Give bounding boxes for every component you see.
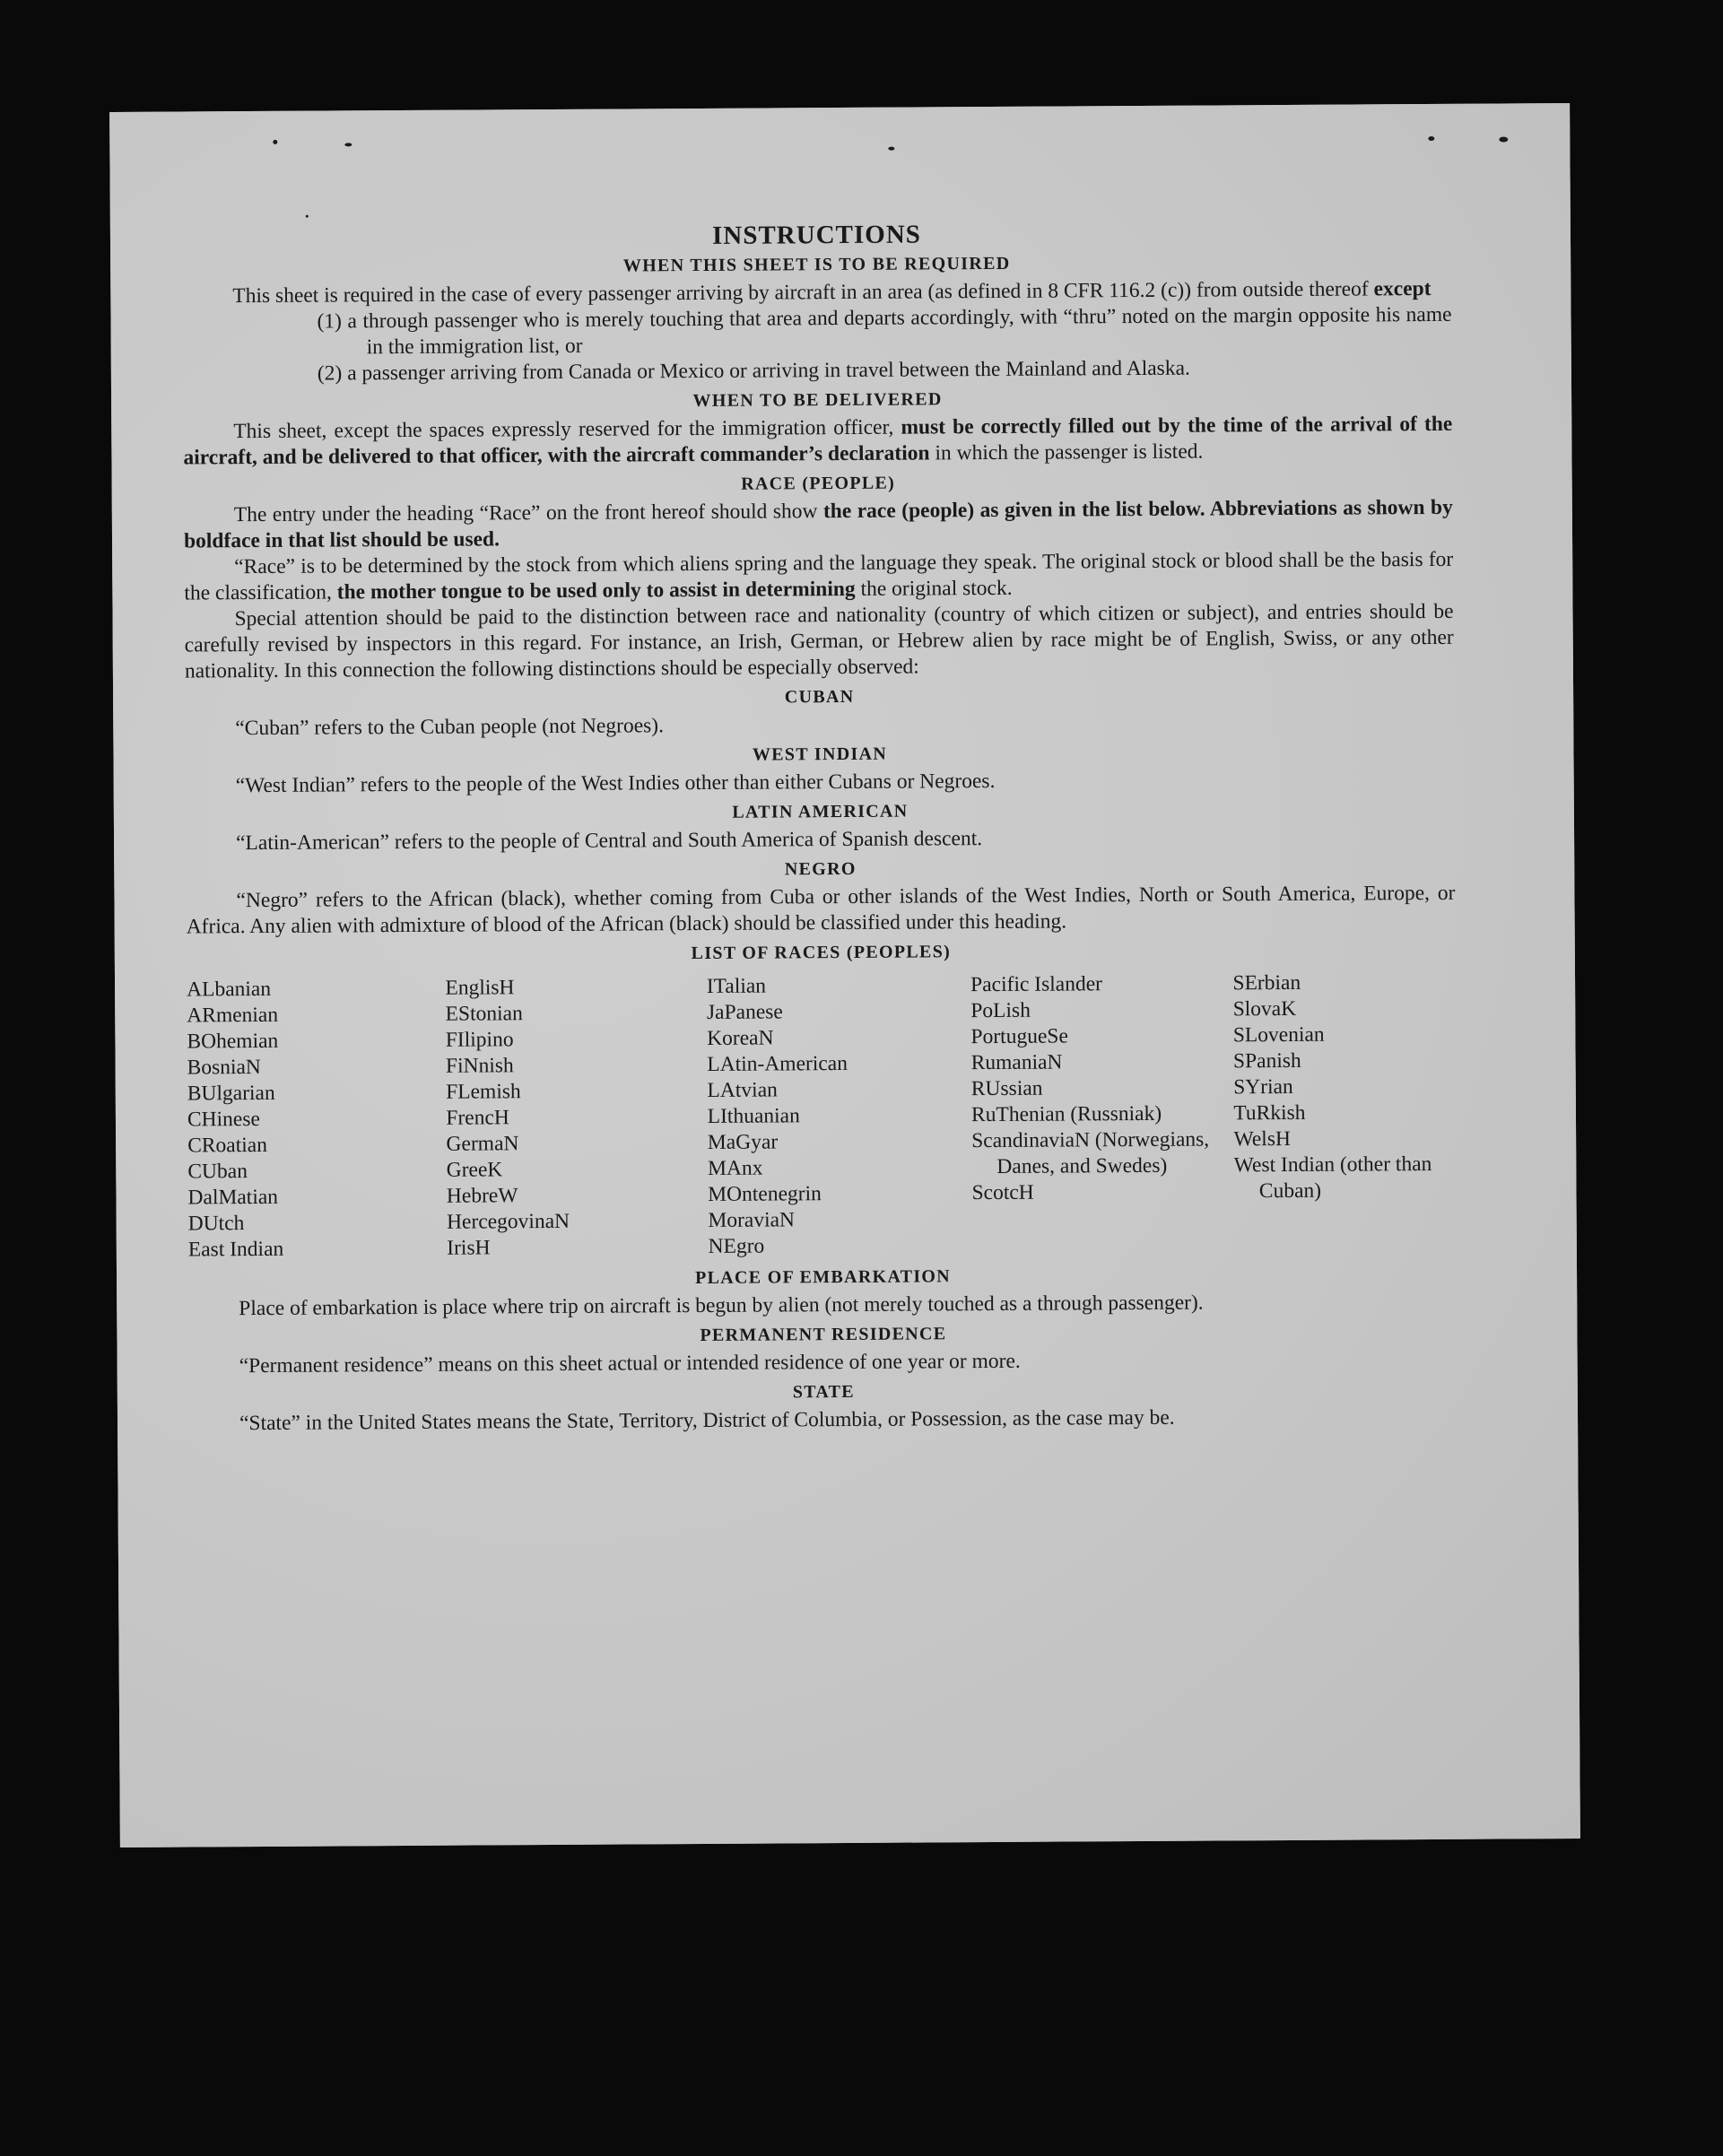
state-text: “State” in the United States means the State, Territory, District of Columbia, or Possession, as the case may be. [239,1405,1175,1436]
race-entry: FIlipino [445,1028,514,1052]
paper-speck [1428,136,1434,141]
race-p2-bold: the mother tongue to be used only to assist in determining [336,577,856,604]
race-entry: West Indian (other than Cuban) [1233,1152,1432,1204]
race-paragraph-1 [184,495,1453,555]
race-entry: JaPanese [706,1000,783,1024]
race-entry: MaGyar [707,1130,779,1154]
section-heading-latin-american: LATIN AMERICAN [732,801,909,822]
race-entry: RumaniaN [970,1050,1063,1075]
races-column-2 [445,974,708,1262]
race-entry: IrisH [447,1236,491,1260]
race-entry: ScandinaviaN (Norwegians, Danes, and Swedes) [971,1127,1210,1178]
paper-speck [1499,136,1508,142]
race-entry: EStonian [445,1002,523,1026]
delivered-text-end: in which the passenger is listed. [935,439,1204,465]
race-p2-text: “Race” is to be determined by the stock from which aliens spring and the language they speak. The original stock or blood shall be the basis for the classification, [184,547,1454,605]
race-entry: CRoatian [187,1133,268,1158]
race-entry: MoraviaN [708,1208,796,1232]
race-entry: SlovaK [1232,996,1297,1021]
race-entry: FiNnish [445,1054,514,1078]
west-indian-text: “West Indian” refers to the people of the West Indies other than either Cubans or Negroes. [235,769,996,798]
page-title: INSTRUCTIONS [711,220,921,250]
cuban-text: “Cuban” refers to the Cuban people (not Negroes). [235,714,665,741]
race-entry: GreeK [446,1158,503,1182]
race-entry: BOhemian [187,1029,279,1054]
race-p1-bold: the race (people) as given in the list below. Abbreviations as shown by boldface in that list should be used. [183,495,1453,553]
race-entry: KoreaN [707,1026,774,1050]
delivered-text: This sheet, except the spaces expressly reserved for the immigration officer, [233,415,894,444]
race-entry: ITalian [706,974,767,998]
paper-speck [344,143,352,146]
race-entry: HercegovinaN [446,1209,570,1234]
race-entry: LIthuanian [707,1104,800,1128]
race-entry: SErbian [1232,970,1301,995]
paper-speck [306,215,309,218]
race-entry: TuRkish [1233,1100,1306,1126]
race-entry: CHinese [187,1107,260,1132]
section-heading-state: STATE [792,1381,855,1403]
race-entry: DalMatian [187,1185,279,1210]
section-heading-races-list: LIST OF RACES (PEOPLES) [691,942,952,964]
race-entry: MOntenegrin [708,1182,822,1206]
latin-american-text: “Latin-American” refers to the people of Central and South America of Spanish descent. [236,827,983,856]
required-intro-text: This sheet is required in the case of every passenger arriving by aircraft in an area (as defined in 8 CFR 116.2 (c)) from outside thereof [232,277,1369,309]
race-entry: LAtvian [707,1078,778,1102]
race-entry: FLemish [446,1080,521,1104]
section-heading-embarkation: PLACE OF EMBARKATION [695,1266,952,1289]
race-entry: ScotcH [971,1180,1034,1205]
race-entry: SYrian [1233,1074,1293,1100]
race-entry: SPanish [1232,1048,1301,1074]
race-entry: BUlgarian [187,1081,275,1106]
race-paragraph-3: Special attention should be paid to the distinction between race and nationality (country of which citizen or subject), and entries should be carefully revised by inspectors in this regard. For instance, an Irish, German, or Hebrew alien by race might be of English, Swiss, or any other nationality. In this connection the following distinctions should be especially observed: [184,599,1454,683]
delivered-paragraph [183,412,1452,472]
race-entry: SLovenian [1232,1022,1325,1048]
section-heading-west-indian: WEST INDIAN [752,743,888,765]
races-column-5 [1232,969,1458,1257]
race-entry: ARmenian [187,1003,279,1028]
race-entry: EnglisH [445,976,515,1000]
race-entry: DUtch [187,1212,245,1236]
race-p1-text: The entry under the heading “Race” on the front hereof should show [233,500,818,527]
race-entry: WelsH [1233,1126,1291,1152]
race-entry: CUban [187,1160,248,1184]
required-item-2: (2) a passenger arriving from Canada or Mexico or arriving in travel between the Mainland and Alaska. [317,356,1190,386]
race-entry: FrencH [446,1106,509,1130]
race-entry: RuThenian (Russniak) [970,1101,1162,1127]
race-entry: Pacific Islander [970,972,1103,997]
embarkation-text: Place of embarkation is place where trip on aircraft is begun by alien (not merely touched as a through passenger). [239,1291,1204,1321]
race-entry: LAtin-American [707,1051,848,1076]
race-entry: RUssian [970,1076,1043,1101]
race-entry: MAnx [707,1156,763,1180]
race-entry: ALbanian [187,977,272,1002]
races-column-1 [187,976,447,1264]
races-list [187,969,1458,1264]
section-heading-race: RACE (PEOPLE) [741,473,896,494]
race-entry: PortugueSe [970,1024,1068,1049]
residence-text: “Permanent residence” means on this sheet actual or intended residence of one year or more. [239,1349,1021,1378]
paper-speck [273,140,277,144]
document-sheet [109,103,1580,1847]
instructions-content [182,219,1458,1438]
races-column-3 [707,972,972,1260]
race-paragraph-2 [184,547,1453,607]
required-item-1: (1) a through passenger who is merely touching that area and departs accordingly, with “thru” noted on the margin opposite his name in the immigration list, or [317,302,1452,360]
race-entry: BosniaN [187,1055,261,1080]
section-heading-cuban: CUBAN [784,686,855,708]
section-heading-delivered: WHEN TO BE DELIVERED [692,389,943,412]
section-heading-negro: NEGRO [784,858,857,880]
section-heading-residence: PERMANENT RESIDENCE [700,1324,947,1345]
delivered-bold: must be correctly filled out by the time of the arrival of the aircraft, and be delivered to that officer, with the aircraft commander’s declaration [183,412,1453,470]
race-entry: East Indian [187,1237,284,1262]
paper-speck [888,147,894,151]
negro-text: “Negro” refers to the African (black), whether coming from Cuba or other islands of the West Indies, North or South America, Europe, or Africa. Any alien with admixture of blood of the African (black) should be classified under this heading. [186,881,1456,939]
races-column-4 [970,970,1234,1258]
race-entry: NEgro [708,1234,765,1258]
race-entry: HebreW [446,1184,518,1208]
required-intro-bold: except [1373,276,1431,301]
race-p2-text-end: the original stock. [860,576,1013,601]
race-entry: PoLish [970,998,1031,1023]
section-heading-required: WHEN THIS SHEET IS TO BE REQUIRED [622,253,1011,276]
race-entry: GermaN [446,1132,519,1156]
